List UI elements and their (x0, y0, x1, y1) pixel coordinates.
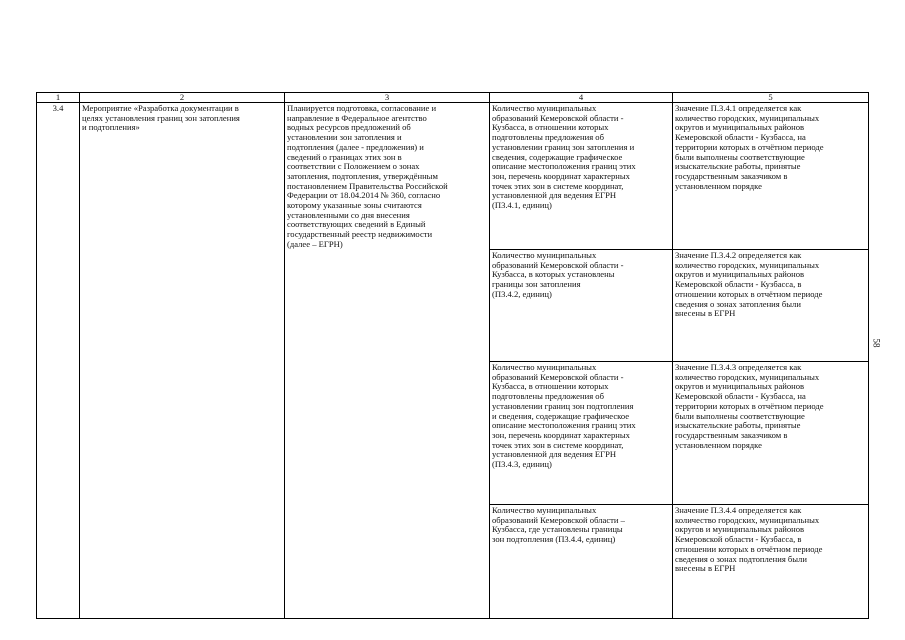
indicator-cell (490, 250, 673, 362)
indicator-value-cell (673, 362, 869, 505)
main-table (36, 92, 869, 619)
header-col-4: 4 (490, 93, 673, 103)
indicator-cell (490, 103, 673, 250)
row-number: 3.4 (37, 103, 80, 619)
table-row (37, 103, 869, 250)
header-col-1: 1 (37, 93, 80, 103)
event-cell (80, 103, 285, 619)
description-cell (285, 103, 490, 619)
header-col-5: 5 (673, 93, 869, 103)
description-text: Планируется подготовка, согласование и направление в Федеральное агентство водных ресурсов предложений об установлении зон затопления и подтопления (далее - предложения) и сведений о границах этих зон в соответствии с Положением о зонах затопления, подтопления, утверждённым постановлением Правительства Российской Федерации от 18.04.2014 № 360, согласно которому указанные зоны считаются установленными со дня внесения соответствующих сведений в Единый государственный реестр недвижимости (далее – ЕГРН) (287, 103, 448, 249)
indicator-value-text: Значение П.3.4.1 определяется как количество городских, муниципальных округов и муниципальных районов Кемеровской области - Кузбасса, на территории которых в отчётном периоде были выполнены соответствующие изыскательские работы, принятые государственным заказчиком в установленном порядке (675, 103, 824, 191)
indicator-value-cell (673, 103, 869, 250)
indicator-cell (490, 505, 673, 619)
indicator-text: Количество муниципальных образований Кемеровской области - Кузбасса, в отношении которых подготовлены предложения об установлении границ зон подтопления и сведения, содержащие графическое описание местоположения границ этих зон, перечень координат характерных точек этих зон в системе координат, установленной для ведения ЕГРН (П3.4.3, единиц) (492, 362, 636, 470)
indicator-value-text: Значение П.3.4.3 определяется как количество городских, муниципальных округов и муниципальных районов Кемеровской области - Кузбасса, на территории которых в отчётном периоде были выполнены соответствующие изыскательские работы, принятые государственным заказчиком в установленном порядке (675, 362, 824, 450)
header-row (37, 93, 869, 103)
indicator-text: Количество муниципальных образований Кемеровской области - Кузбасса, в отношении которых подготовлены предложения об установлении границ зон затопления и сведения, содержащие графическое описание местоположения границ этих зон, перечень координат характерных точек этих зон в системе координат, установленной для ведения ЕГРН (П3.4.1, единиц) (492, 103, 636, 211)
header-col-3: 3 (285, 93, 490, 103)
indicator-value-text: Значение П.3.4.4 определяется как количество городских, муниципальных округов и муниципальных районов Кемеровской области - Кузбасса, в отношении которых в отчётном периоде сведения о зонах подтопления были внесены в ЕГРН (675, 505, 823, 574)
indicator-cell (490, 362, 673, 505)
indicator-value-cell (673, 250, 869, 362)
page-number: 58 (871, 338, 882, 348)
indicator-value-text: Значение П.3.4.2 определяется как количество городских, муниципальных округов и муниципальных районов Кемеровской области - Кузбасса, в отношении которых в отчётном периоде сведения о зонах затопления были внесены в ЕГРН (675, 250, 823, 319)
event-text: Мероприятие «Разработка документации в целях установления границ зон затопления и подтопления» (82, 103, 240, 133)
indicator-text: Количество муниципальных образований Кемеровской области – Кузбасса, где установлены границы зон подтопления (П3.4.4, единиц) (492, 505, 625, 545)
indicator-value-cell (673, 505, 869, 619)
header-col-2: 2 (80, 93, 285, 103)
indicator-text: Количество муниципальных образований Кемеровской области - Кузбасса, в которых установлены границы зон затопления (П3.4.2, единиц) (492, 250, 624, 299)
